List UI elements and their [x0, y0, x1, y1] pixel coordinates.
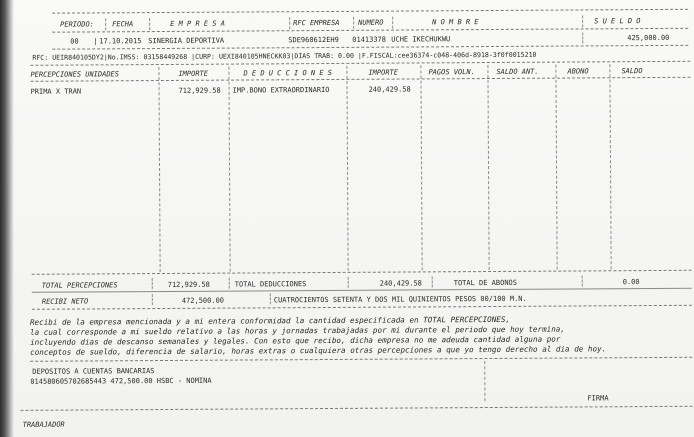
col-percepciones: PERCEPCIONES UNIDADES	[30, 70, 119, 79]
employee-periodo: 00	[70, 37, 79, 46]
employee-empresa: SINERGIA DEPORTIVA	[148, 36, 225, 46]
receipt-paragraph: Recibi de la empresa mencionada y a mi entera conformidad la cantidad especificada en TOTAL PERCEPCIONES, la cual corresponde a mi sueldo relativo a las horas y jornadas trabajadas por mi durante el periodo que hoy termina, incluyendo dias de descanso semanales y legales. Con esto que recibo, dicha empresa no me adeuda cantidad alguna por conceptos de sueldo, diferencia de salario, horas extras o cualquiera otras percepciones a que yo tengo derecho al dia de hoy.	[29, 314, 607, 357]
header-sueldo: S U E L D O	[594, 17, 641, 26]
col-rule	[609, 64, 611, 269]
row-percepcion: PRIMA X TRAN	[30, 87, 82, 96]
header-numero: NUMERO	[358, 18, 384, 27]
header-empresa: E M P R E S A	[170, 19, 225, 28]
totals-top-rule	[32, 270, 692, 275]
col-saldo: SALDO	[621, 67, 643, 76]
deposit-top-rule	[30, 357, 692, 362]
recibi-neto-letra: CUATROCIENTOS SETENTA Y DOS MIL QUINIENTOS PESOS 00/100 M.N.	[273, 294, 527, 305]
totals-divider	[432, 276, 433, 287]
employee-rfc-empresa: SDE960612EH9	[288, 35, 339, 45]
employee-numero: 01413378	[352, 35, 386, 44]
col-rule	[158, 67, 160, 272]
header-divider	[149, 18, 150, 30]
rfc-line: RFC: UEIR840105DY2|No.IMSS: 03158449268 |CURP: UEXI840105HNECKK03|DIAS TRAB: 0.00 |F.FISCAL:cee36374-c048-406d-8918-3f0f0015210	[32, 50, 537, 62]
col-rule	[487, 65, 489, 270]
recibi-neto-value: 472,500.00	[181, 296, 225, 305]
totals-divider	[348, 277, 349, 288]
totals-divider	[229, 278, 230, 289]
employee-sueldo: 425,000.00	[627, 33, 670, 43]
col-saldo-ant: SALDO ANT.	[496, 67, 539, 76]
col-abono: ABONO	[567, 67, 589, 76]
columns-bottom-rule	[30, 77, 690, 82]
totals-divider	[152, 278, 153, 289]
employee-fecha: 17.10.2015	[99, 37, 142, 46]
deposit-title: DEPOSITOS A CUENTAS BANCARIAS	[32, 367, 155, 376]
employee-divider	[582, 32, 583, 43]
total-abonos-label: TOTAL DE ABONOS	[453, 278, 517, 288]
header-divider	[289, 17, 290, 29]
header-fecha: FECHA	[112, 20, 134, 29]
row-importe-1: 712,929.58	[178, 86, 221, 95]
header-divider	[353, 17, 354, 29]
employee-fecha-open: |	[93, 37, 98, 46]
deposit-divider	[484, 361, 485, 401]
footer-rule	[21, 406, 693, 411]
total-percepciones-label: TOTAL PERCEPCIONES	[41, 281, 118, 290]
row-importe-2: 240,429.58	[368, 85, 411, 94]
header-nombre: N O M B R E	[432, 18, 479, 27]
totals-bottom-rule	[32, 288, 692, 293]
header-top-rule	[52, 9, 688, 14]
col-rule	[228, 67, 230, 272]
col-rule	[420, 65, 422, 270]
totals-divider	[582, 275, 583, 286]
recibi-divider	[270, 293, 271, 304]
header-divider	[392, 17, 393, 29]
recibi-bottom-rule	[32, 305, 692, 310]
header-rfc-empresa: RFC EMPRESA	[293, 18, 340, 28]
recibi-divider	[152, 294, 153, 305]
col-rule	[555, 65, 557, 270]
deposit-detail: 014580605702685443 472,500.00 HSBC - NOMINA	[30, 376, 212, 386]
recibi-neto-label: RECIBI NETO	[41, 297, 89, 306]
header-divider	[105, 18, 106, 30]
col-deducciones: D E D U C C I O N E S	[243, 68, 332, 78]
col-rule	[346, 66, 348, 271]
total-deducciones-label: TOTAL DEDUCCIONES	[234, 280, 307, 289]
total-deducciones-value: 240,429.58	[379, 279, 422, 288]
col-importe-2: IMPORTE	[368, 68, 398, 77]
col-importe-1: IMPORTE	[178, 69, 208, 78]
employee-nombre: UCHE IKECHUKWU	[391, 35, 451, 44]
firma-label: FIRMA	[587, 394, 609, 403]
col-pagos: PAGOS VOLN.	[428, 68, 475, 77]
total-abonos-value: 0.00	[622, 278, 640, 287]
trabajador-label: TRABAJADOR	[22, 420, 65, 429]
header-bottom-rule	[52, 28, 688, 33]
row-deduccion: IMP.BONO EXTRAORDINARIO	[232, 85, 330, 95]
header-periodo: PERIODO:	[60, 20, 94, 29]
header-divider	[582, 15, 583, 27]
total-percepciones-value: 712,929.58	[167, 280, 210, 289]
